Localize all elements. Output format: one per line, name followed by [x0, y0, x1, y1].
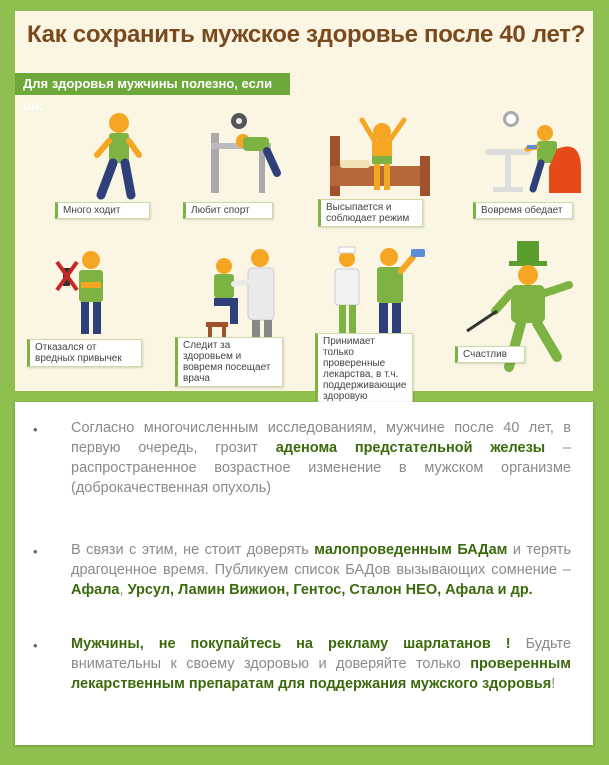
paragraph-2-text-mid: и терять драгоценное время. Публикуем список БАДов вызывающих сомнение –	[71, 542, 571, 578]
paragraph-3-text: Будьте внимательны к своему здоровью и доверяйте только	[71, 636, 572, 672]
section-banner: Для здоровья мужчины полезно, если он:	[15, 73, 290, 95]
bullet-marker: •	[33, 422, 38, 437]
paragraph-3	[71, 634, 571, 694]
weightlifting-man-illustration	[203, 113, 283, 201]
item-label-sport: Любит спорт	[183, 202, 273, 219]
lunch-man-illustration	[485, 109, 585, 197]
paragraph-1	[71, 418, 571, 498]
bullet-marker: •	[33, 544, 38, 559]
item-label-walks: Много ходит	[55, 202, 150, 219]
page-title: Как сохранить мужское здоровье после 40 лет?	[27, 21, 585, 48]
item-label-lunch: Вовремя обедает	[473, 202, 573, 219]
paragraph-1-text-end: – распространенное возрастное изменение в мужском организме (доброкачественная опухоль)	[71, 440, 572, 496]
item-label-happy: Счастлив	[455, 346, 525, 363]
doctor-visit-illustration	[200, 246, 290, 342]
paragraph-3-warning: Мужчины, не покупайтесь на рекламу шарлатанов !	[71, 636, 511, 652]
paragraph-2	[71, 540, 571, 600]
paragraph-2-brand-list: Урсул, Ламин Вижион, Гентос, Сталон НЕО, Афала и др.	[127, 582, 533, 598]
paragraph-1-highlight: аденома предстательной железы	[275, 440, 546, 456]
bullet-marker: •	[33, 638, 38, 653]
no-bad-habits-man-illustration	[55, 246, 125, 338]
item-label-doctor: Следит за здоровьем и вовремя посещает врача	[175, 337, 283, 387]
paragraph-2-brand-1: Афала	[71, 582, 120, 598]
paragraph-2-text: В связи с этим, не стоит доверять	[71, 542, 315, 558]
item-label-no-bad-habits: Отказался от вредных привычек	[27, 339, 142, 367]
item-label-sleep: Высыпается и соблюдает режим	[318, 199, 423, 227]
walking-man-illustration	[85, 111, 145, 201]
text-panel	[15, 402, 593, 745]
trusted-medicine-illustration	[327, 239, 427, 339]
item-label-trusted-medicine: Принимает только проверенные лекарства, в т.ч. поддерживающие здоровую	[315, 333, 413, 416]
paragraph-2-sep: ,	[119, 582, 128, 598]
paragraph-1-text: Согласно многочисленным исследованиям, мужчине после 40 лет, в первую очередь, грозит	[71, 420, 571, 456]
paragraph-3-highlight: проверенным лекарственным препаратам для поддержания мужского здоровья	[71, 656, 571, 692]
waking-man-illustration	[330, 116, 430, 196]
infographic	[15, 11, 593, 402]
paragraph-2-highlight: малопроведенным БАДам	[314, 542, 508, 558]
paragraph-3-end: !	[551, 676, 556, 692]
